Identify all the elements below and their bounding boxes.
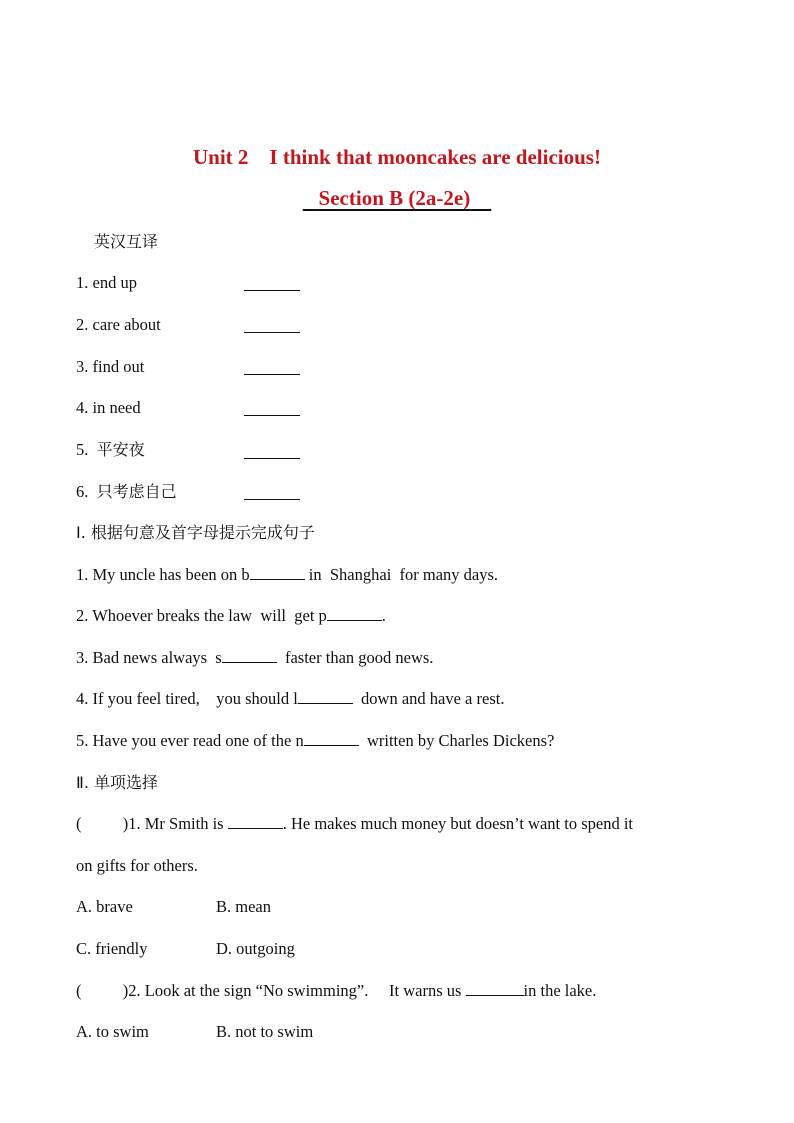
- question-2-option-a[interactable]: A. to swim: [76, 1022, 149, 1041]
- part2-heading: Ⅱ. 单项选择: [76, 773, 159, 792]
- part1-item-1: [76, 565, 498, 585]
- sentence-before: 2. Whoever breaks the law will get p: [76, 606, 327, 625]
- sentence-before: 1. My uncle has been on b: [76, 565, 250, 584]
- answer-blank[interactable]: [304, 731, 359, 746]
- sentence-after: written by Charles Dickens?: [358, 731, 555, 750]
- unit-title: Unit 2 I think that mooncakes are delicious!: [193, 145, 601, 169]
- translation-item-1: [76, 273, 137, 293]
- question-1-option-b[interactable]: B. mean: [216, 897, 271, 916]
- answer-blank-2[interactable]: [244, 332, 300, 333]
- sentence-after: down and have a rest.: [352, 689, 505, 708]
- answer-blank[interactable]: [298, 689, 353, 704]
- answer-blank-6[interactable]: [244, 499, 300, 500]
- translation-item-3: [76, 357, 144, 377]
- item-text: in need: [92, 398, 141, 417]
- translation-item-5: [76, 440, 145, 460]
- question-1-option-a[interactable]: A. brave: [76, 897, 133, 916]
- answer-blank[interactable]: [250, 565, 305, 580]
- sentence-after: faster than good news.: [276, 648, 434, 667]
- question-1-option-d[interactable]: D. outgoing: [216, 939, 295, 958]
- question-1-line-2: on gifts for others.: [76, 856, 198, 875]
- translation-item-4: [76, 398, 141, 418]
- question-1-line-1: [76, 814, 633, 834]
- question-2-option-b[interactable]: B. not to swim: [216, 1022, 314, 1041]
- item-number: 6.: [76, 482, 89, 501]
- item-text: find out: [92, 357, 145, 376]
- question-stem-rest: . He makes much money but doesn’t want to spend it: [282, 814, 633, 833]
- part1-item-3: [76, 648, 433, 668]
- answer-blank[interactable]: [228, 814, 283, 829]
- sentence-before: 5. Have you ever read one of the n: [76, 731, 304, 750]
- question-stem-rest: in the lake.: [523, 981, 597, 1000]
- question-stem: ( )2. Look at the sign “No swimming”. It warns us: [76, 981, 466, 1000]
- item-text: end up: [92, 273, 137, 292]
- sentence-before: 3. Bad news always s: [76, 648, 222, 667]
- translation-item-6: [76, 482, 177, 502]
- item-number: 3.: [76, 357, 89, 376]
- answer-blank-3[interactable]: [244, 374, 300, 375]
- item-number: 2.: [76, 315, 89, 334]
- answer-blank[interactable]: [466, 981, 524, 996]
- answer-blank-4[interactable]: [244, 415, 300, 416]
- part1-item-2: [76, 606, 386, 626]
- question-2-line-1: [76, 981, 596, 1001]
- part1-heading: Ⅰ. 根据句意及首字母提示完成句子: [76, 523, 315, 542]
- item-text: care about: [92, 315, 161, 334]
- sentence-after: in Shanghai for many days.: [304, 565, 499, 584]
- sentence-after: .: [381, 606, 386, 625]
- translation-heading: 英汉互译: [94, 232, 159, 251]
- answer-blank-1[interactable]: [244, 290, 300, 291]
- part1-item-5: [76, 731, 554, 751]
- part1-item-4: [76, 689, 504, 709]
- item-number: 5.: [76, 440, 89, 459]
- question-stem: ( )1. Mr Smith is: [76, 814, 228, 833]
- item-number: 4.: [76, 398, 89, 417]
- section-title-text: Section B (2a-2e): [318, 186, 471, 210]
- answer-blank-5[interactable]: [244, 458, 300, 459]
- item-text: 平安夜: [96, 440, 145, 459]
- answer-blank[interactable]: [327, 606, 382, 621]
- section-title: [0, 186, 794, 211]
- translation-item-2: [76, 315, 161, 335]
- sentence-before: 4. If you feel tired, you should l: [76, 689, 298, 708]
- question-1-option-c[interactable]: C. friendly: [76, 939, 148, 958]
- answer-blank[interactable]: [222, 648, 277, 663]
- item-text: 只考虑自己: [96, 482, 177, 501]
- item-number: 1.: [76, 273, 89, 292]
